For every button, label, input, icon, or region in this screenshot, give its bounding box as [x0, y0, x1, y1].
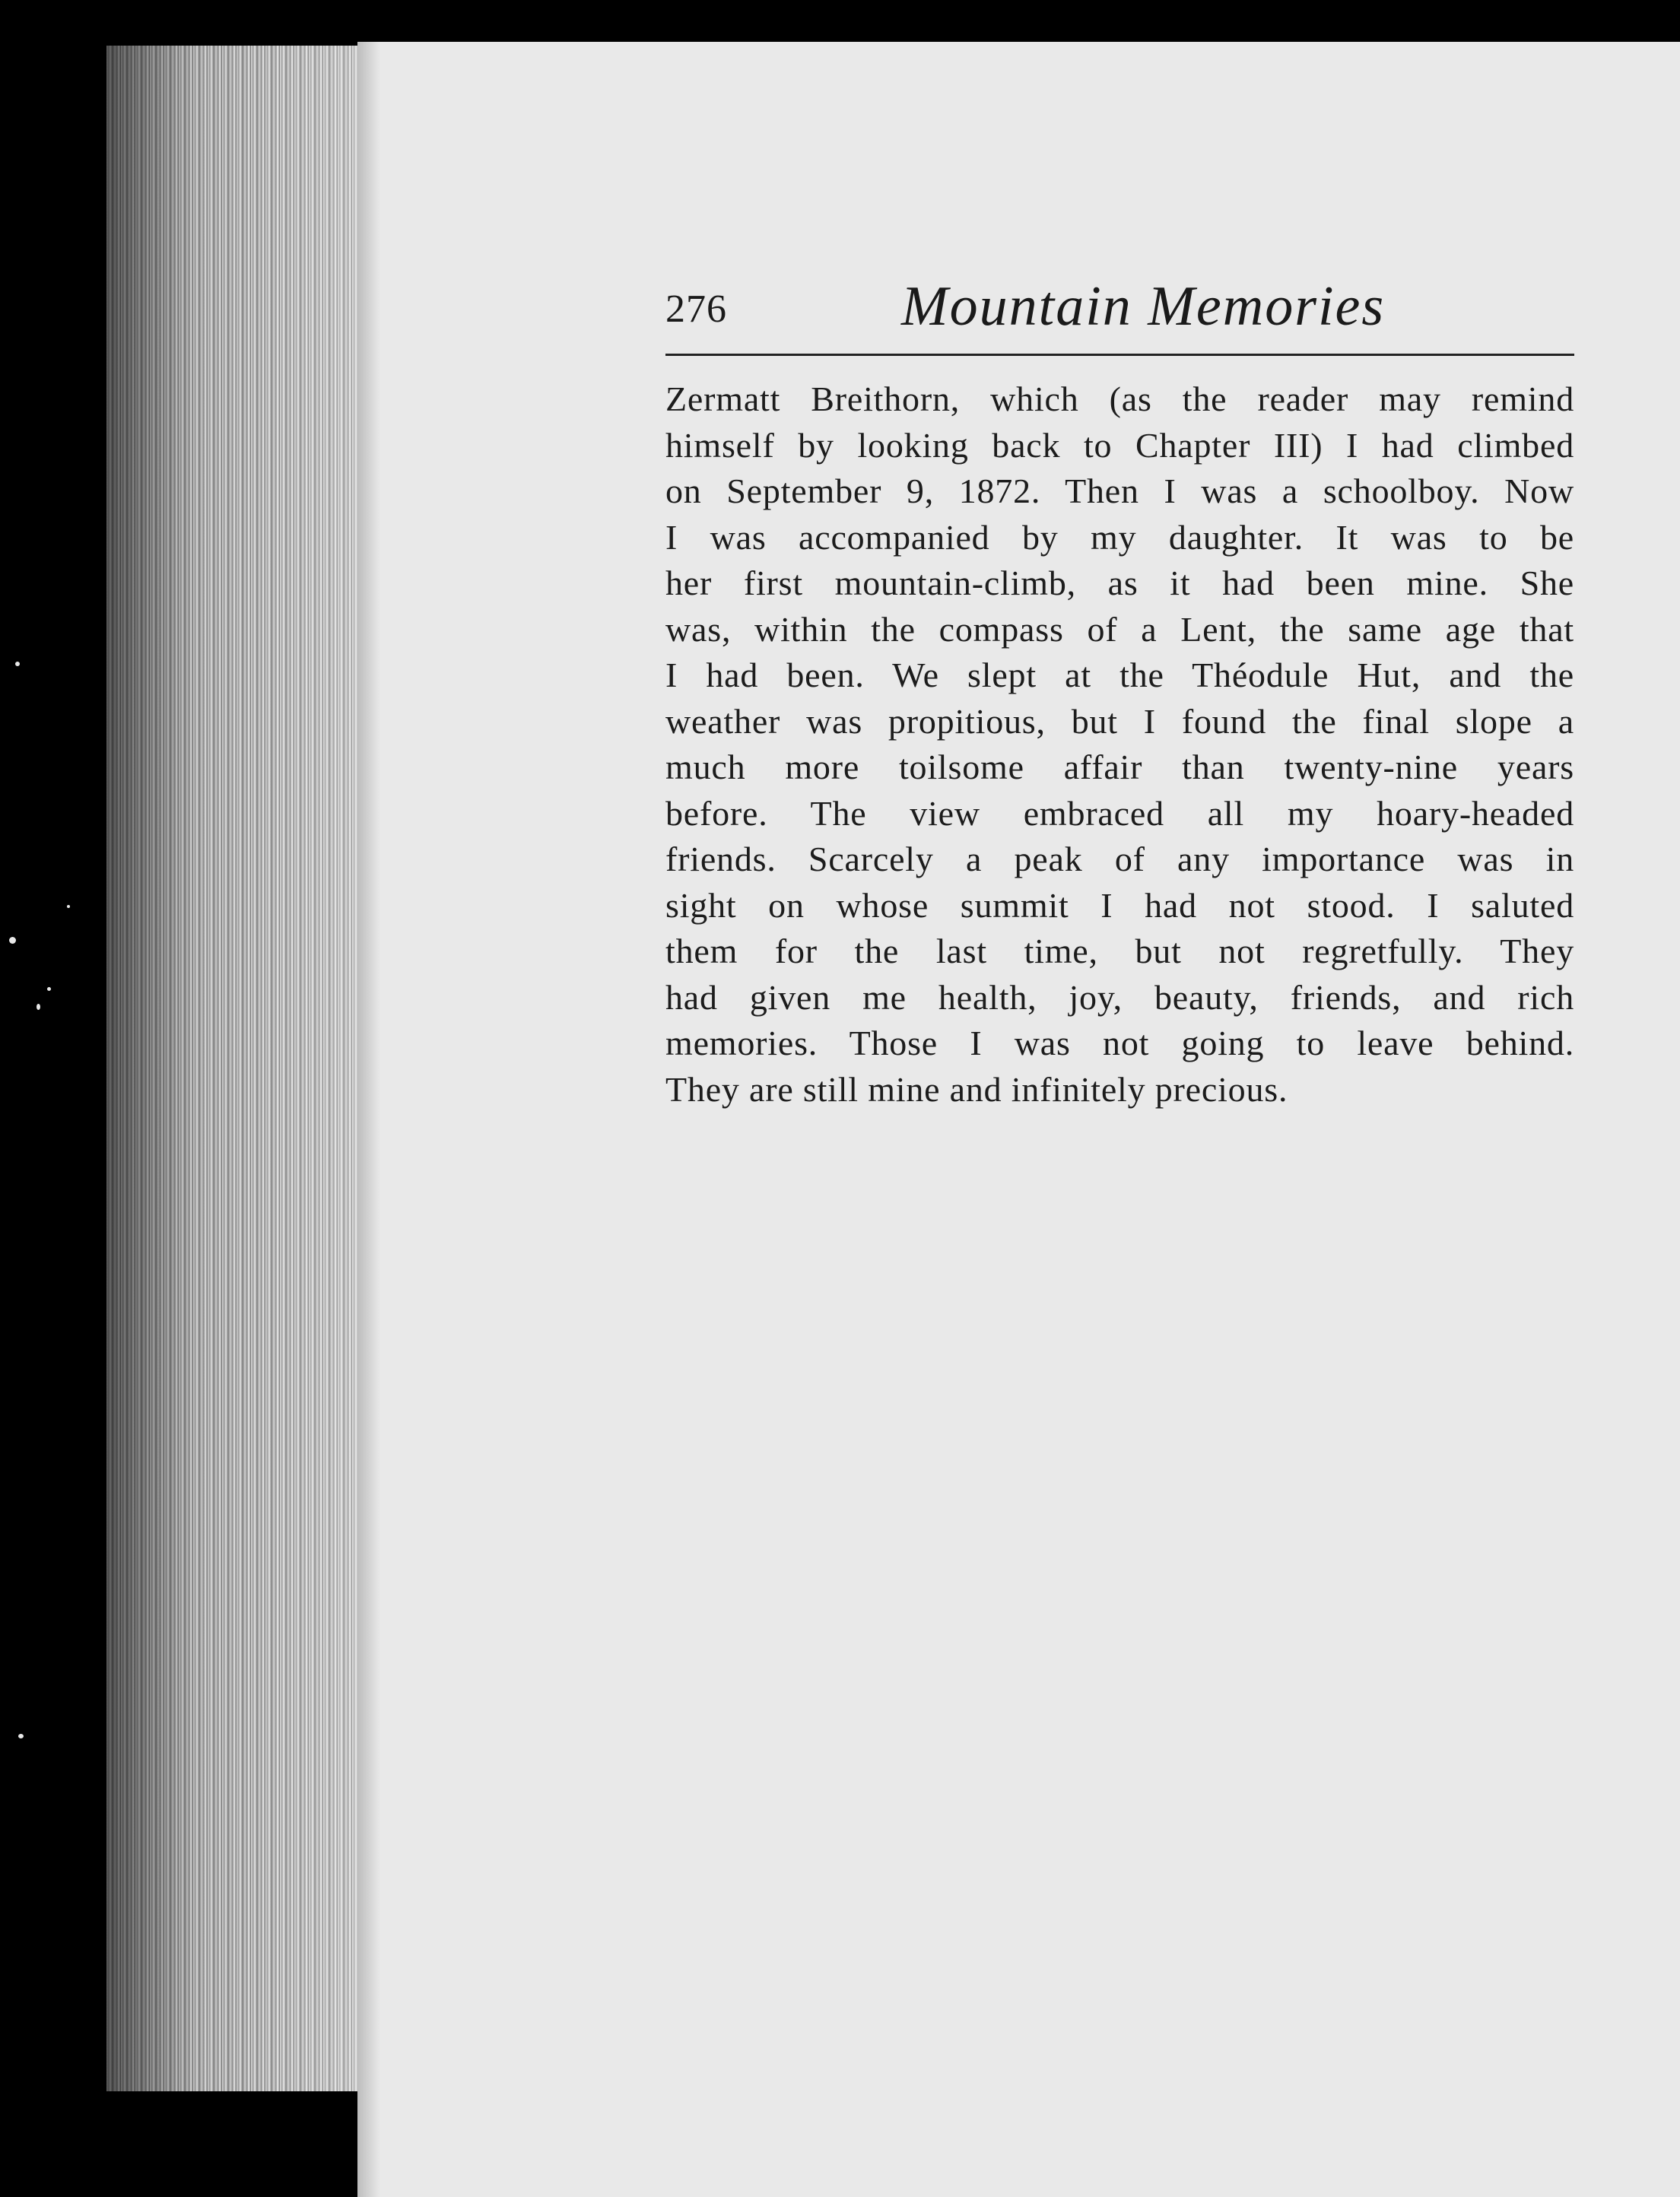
- running-head: [665, 247, 1574, 356]
- text-line: They are still mine and infinitely precious.: [665, 1069, 1288, 1109]
- text-line: Zermatt Breithorn, which (as the reader may remind: [665, 379, 1574, 418]
- book-page: [357, 42, 1680, 2197]
- text-line: before. The view embraced all my hoary-headed: [665, 793, 1574, 833]
- running-title: Mountain Memories: [901, 275, 1386, 338]
- text-line: had given me health, joy, beauty, friends, and rich: [665, 977, 1574, 1017]
- scan-speck: [67, 905, 70, 908]
- text-line: them for the last time, but not regretfully. They: [665, 932, 1574, 970]
- text-line: I had been. We slept at the Théodule Hut, and the: [665, 656, 1574, 694]
- body-text: [665, 376, 1574, 1113]
- text-line: himself by looking back to Chapter III) I had climbed: [665, 425, 1574, 465]
- text-line: her first mountain-climb, as it had been mine. She: [665, 564, 1574, 602]
- text-line: was, within the compass of a Lent, the same age that: [665, 609, 1574, 649]
- page-block-edge: [106, 46, 365, 2091]
- text-line: on September 9, 1872. Then I was a schoolboy. Now: [665, 471, 1574, 510]
- text-line: I was accompanied by my daughter. It was to be: [665, 517, 1574, 557]
- text-line: sight on whose summit I had not stood. I saluted: [665, 885, 1574, 925]
- scan-speck: [47, 987, 51, 991]
- scan-speck: [15, 662, 20, 666]
- scan-speck: [9, 937, 16, 944]
- page-number: 276: [665, 287, 727, 331]
- text-line: friends. Scarcely a peak of any importance was in: [665, 840, 1574, 878]
- scan-speck: [18, 1734, 24, 1738]
- scan-speck: [37, 1004, 40, 1010]
- text-line: much more toilsome affair than twenty-nine years: [665, 748, 1574, 786]
- text-line: weather was propitious, but I found the final slope a: [665, 701, 1574, 741]
- text-line: memories. Those I was not going to leave behind.: [665, 1024, 1574, 1062]
